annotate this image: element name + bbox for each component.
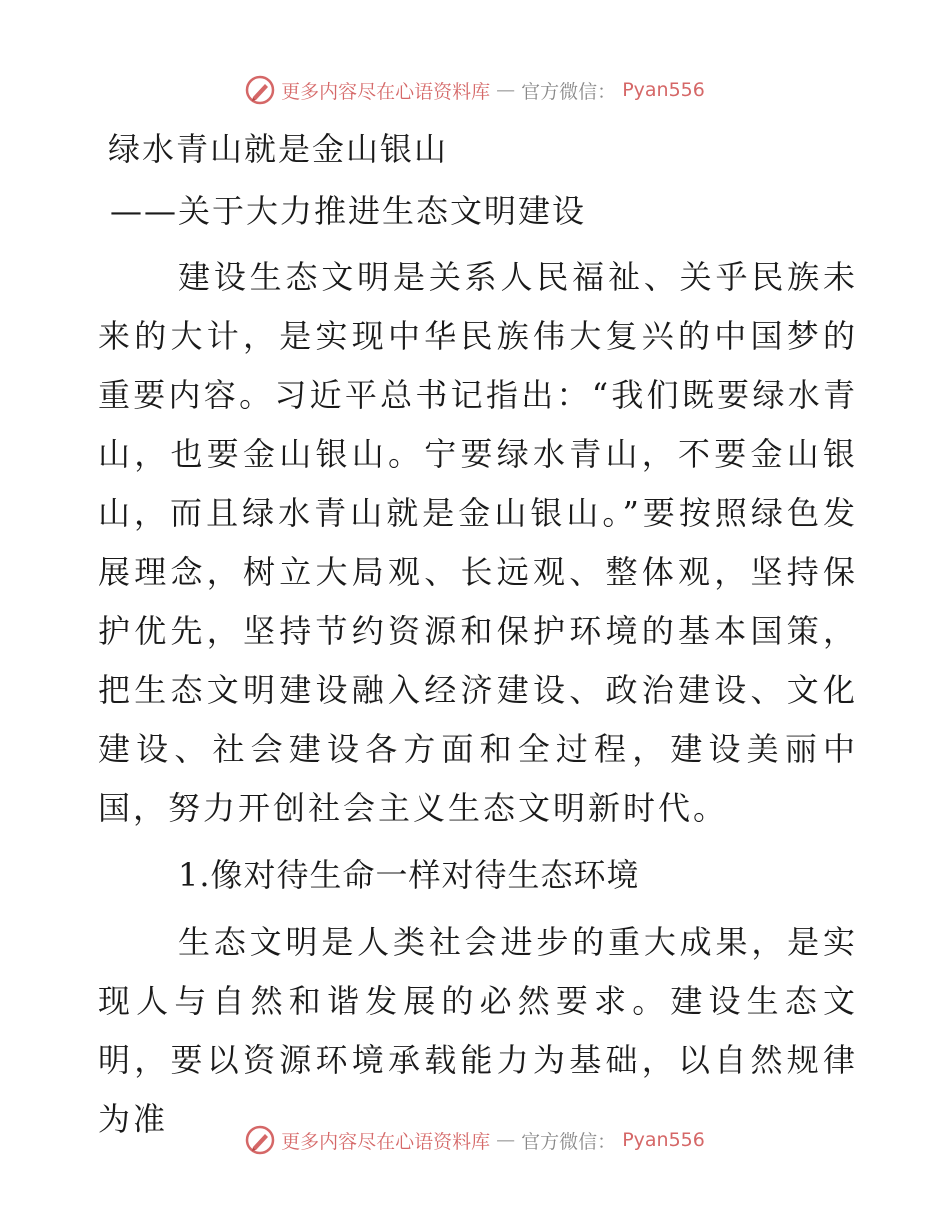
document-title: 绿水青山就是金山银山 [108, 130, 449, 168]
watermark-label: 官方微信： [521, 80, 617, 103]
watermark-id: Pyan556 [622, 1129, 705, 1151]
document-body [98, 120, 858, 1149]
pen-logo-icon [245, 75, 275, 105]
section-title-1: 1.像对待生命一样对待生态环境 [178, 856, 640, 894]
paragraph-section-1: 生态文明是人类社会进步的重大成果，是实现人与自然和谐发展的必然要求。建设生态文明，要以资源环境承载能力为基础，以自然规律为准 [98, 923, 858, 1138]
watermark-separator: — [496, 1129, 516, 1151]
watermark-id: Pyan556 [622, 79, 705, 101]
watermark-label: 官方微信： [521, 1130, 617, 1153]
footer-watermark [0, 1120, 950, 1160]
document-subtitle: ——关于大力推进生态文明建设 [110, 192, 587, 230]
watermark-separator: — [496, 79, 516, 101]
paragraph-intro: 建设生态文明是关系人民福祉、关乎民族未来的大计，是实现中华民族伟大复兴的中国梦的重要内容。习近平总书记指出：“我们既要绿水青山，也要金山银山。宁要绿水青山，不要金山银山，而且绿水青山就是金山银山。”要按照绿色发展理念，树立大局观、长远观、整体观，坚持保护优先，坚持节约资源和保护环境的基本国策，把生态文明建设融入经济建设、政治建设、文化建设、社会建设各方面和全过程，建设美丽中国，努力开创社会主义生态文明新时代。 [98, 258, 858, 827]
watermark-brand: 更多内容尽在心语资料库 [281, 80, 491, 103]
watermark [245, 75, 705, 105]
pen-logo-icon [245, 1125, 275, 1155]
watermark [245, 1125, 705, 1155]
header-watermark [0, 70, 950, 110]
watermark-brand: 更多内容尽在心语资料库 [281, 1130, 491, 1153]
